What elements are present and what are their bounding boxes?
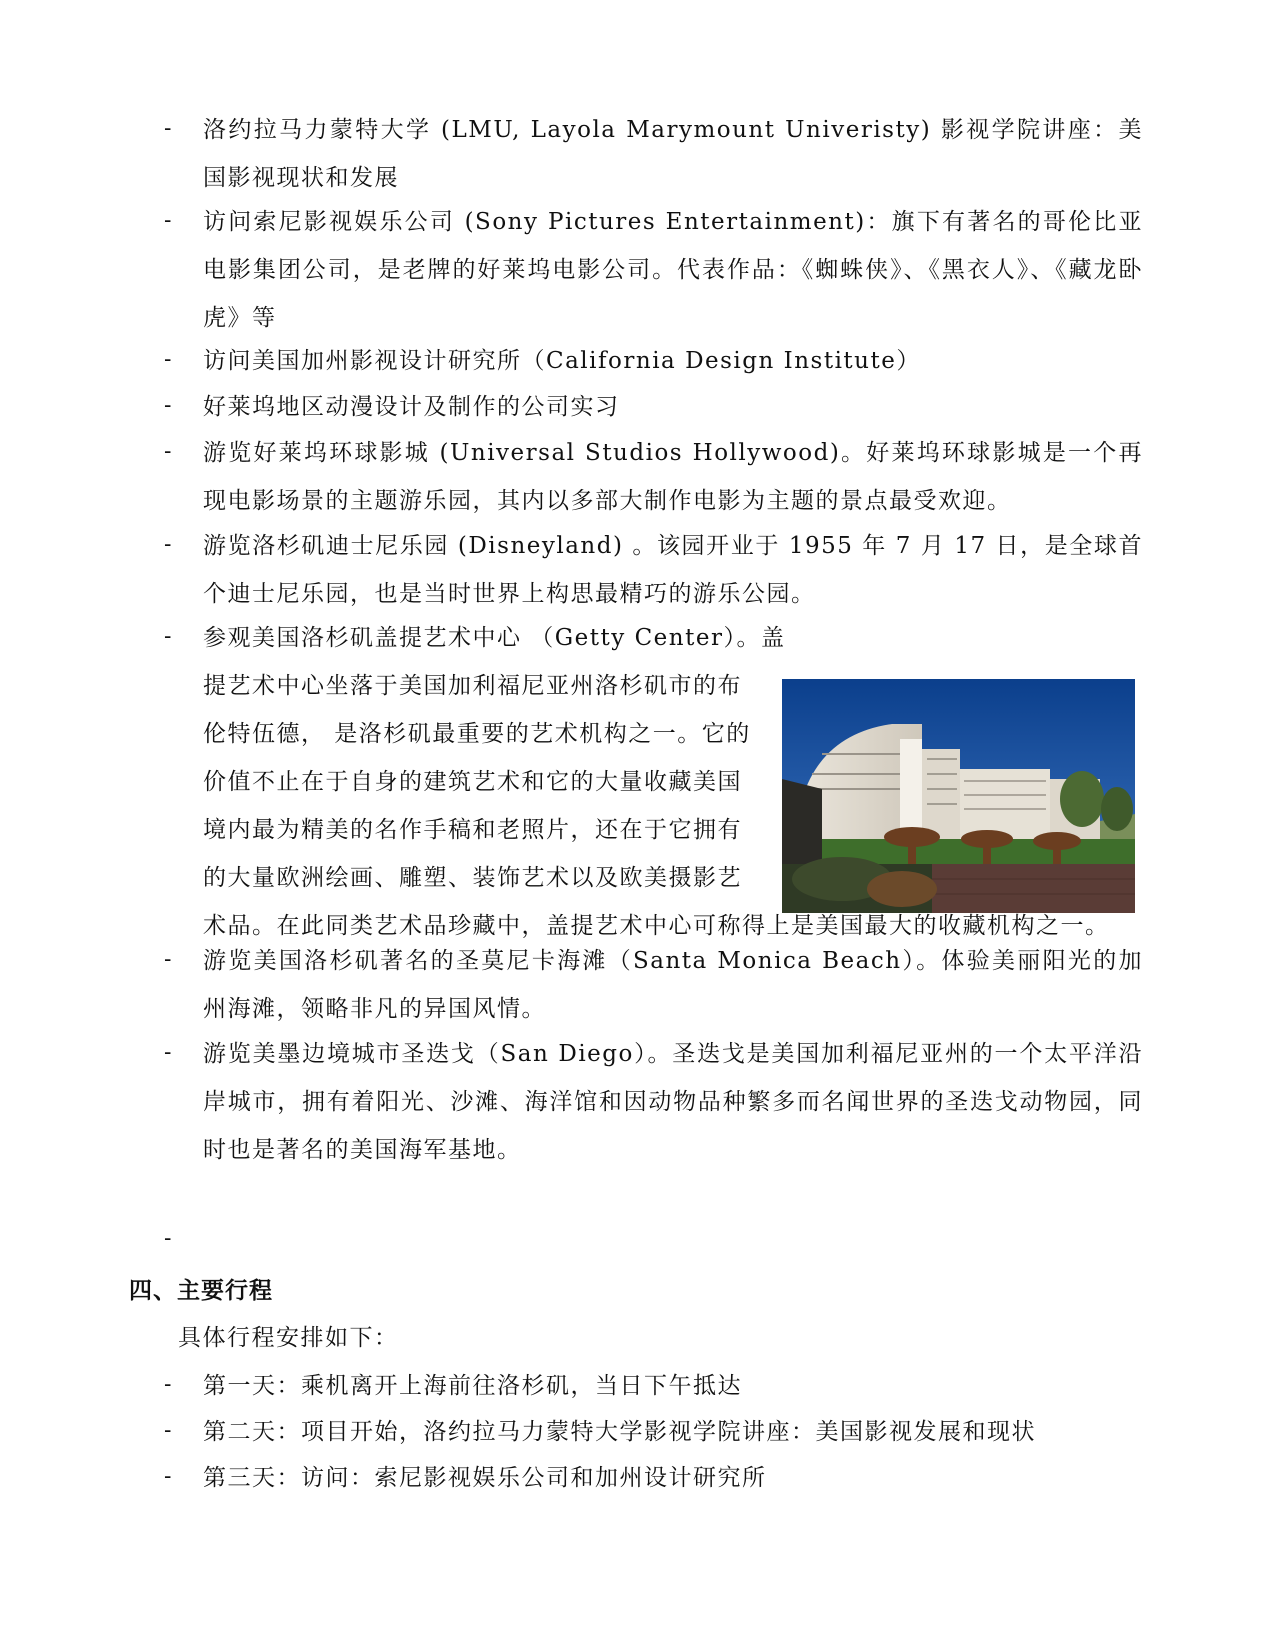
list-item-text: 访问美国加州影视设计研究所（California Design Institute） — [203, 348, 921, 374]
bullet-marker: - — [164, 947, 172, 972]
list-item-text: 游览美国洛杉矶著名的圣莫尼卡海滩（Santa Monica Beach）。体验美丽阳光的加州海滩，领略非凡的异国风情。 — [203, 948, 1143, 1022]
bullet-marker: - — [164, 1418, 172, 1443]
getty-center-photo — [782, 679, 1135, 913]
text-line: 提艺术中心坐落于美国加利福尼亚州洛杉矶市的布 — [203, 673, 742, 699]
bullet-marker: - — [164, 347, 172, 372]
bullet-marker: - — [164, 393, 172, 418]
text-line: 境内最为精美的名作手稿和老照片，还在于它拥有 — [203, 817, 742, 843]
bullet-marker: - — [164, 624, 172, 649]
list-item-text: 好莱坞地区动漫设计及制作的公司实习 — [203, 394, 620, 420]
list-item-text: 游览好莱坞环球影城 (Universal Studios Hollywood)。好莱坞环球影城是一个再现电影场景的主题游乐园，其内以多部大制作电影为主题的景点最受欢迎。 — [203, 440, 1143, 514]
bullet-marker: - — [164, 1372, 172, 1397]
itinerary-text: 第二天：项目开始，洛约拉马力蒙特大学影视学院讲座：美国影视发展和现状 — [203, 1419, 1036, 1445]
list-item-text: 洛约拉马力蒙特大学 (LMU, Layola Marymount Univeristy) 影视学院讲座：美国影视现状和发展 — [203, 117, 1143, 191]
bullet-marker: - — [164, 1464, 172, 1489]
section-heading: 四、主要行程 — [129, 1278, 273, 1304]
bullet-marker: - — [164, 532, 172, 557]
text-line: 伦特伍德， 是洛杉矶最重要的艺术机构之一。它的 — [203, 721, 751, 747]
list-item-text: 游览洛杉矶迪士尼乐园 (Disneyland) 。该园开业于 1955 年 7 月 17 日，是全球首个迪士尼乐园，也是当时世界上构思最精巧的游乐公园。 — [203, 533, 1143, 607]
itinerary-text: 第三天：访问：索尼影视娱乐公司和加州设计研究所 — [203, 1465, 767, 1491]
list-item-text — [203, 614, 1110, 950]
bullet-marker: - — [164, 116, 172, 141]
bullet-marker: - — [164, 439, 172, 464]
text-line: 价值不止在于自身的建筑艺术和它的大量收藏美国 — [203, 769, 742, 795]
list-item-text: 访问索尼影视娱乐公司 (Sony Pictures Entertainment)：旗下有著名的哥伦比亚电影集团公司，是老牌的好莱坞电影公司。代表作品：《蜘蛛侠》、《黑衣人》、《藏龙卧虎》等 — [203, 209, 1143, 331]
bullet-marker: - — [164, 1226, 172, 1251]
itinerary-text: 第一天：乘机离开上海前往洛杉矶，当日下午抵达 — [203, 1373, 742, 1399]
list-item-text: 游览美墨边境城市圣迭戈（San Diego）。圣迭戈是美国加利福尼亚州的一个太平洋沿岸城市，拥有着阳光、沙滩、海洋馆和因动物品种繁多而名闻世界的圣迭戈动物园，同时也是著名的美国海军基地。 — [203, 1041, 1143, 1163]
bullet-marker: - — [164, 1040, 172, 1065]
text-line: 术品。在此同类艺术品珍藏中，盖提艺术中心可称得上是美国最大的收藏机构之一。 — [203, 913, 1110, 939]
bullet-marker: - — [164, 208, 172, 233]
text-line: 的大量欧洲绘画、雕塑、装饰艺术以及欧美摄影艺 — [203, 865, 742, 891]
text-line: 参观美国洛杉矶盖提艺术中心 （Getty Center）。盖 — [203, 625, 786, 651]
section-intro: 具体行程安排如下： — [178, 1325, 399, 1351]
